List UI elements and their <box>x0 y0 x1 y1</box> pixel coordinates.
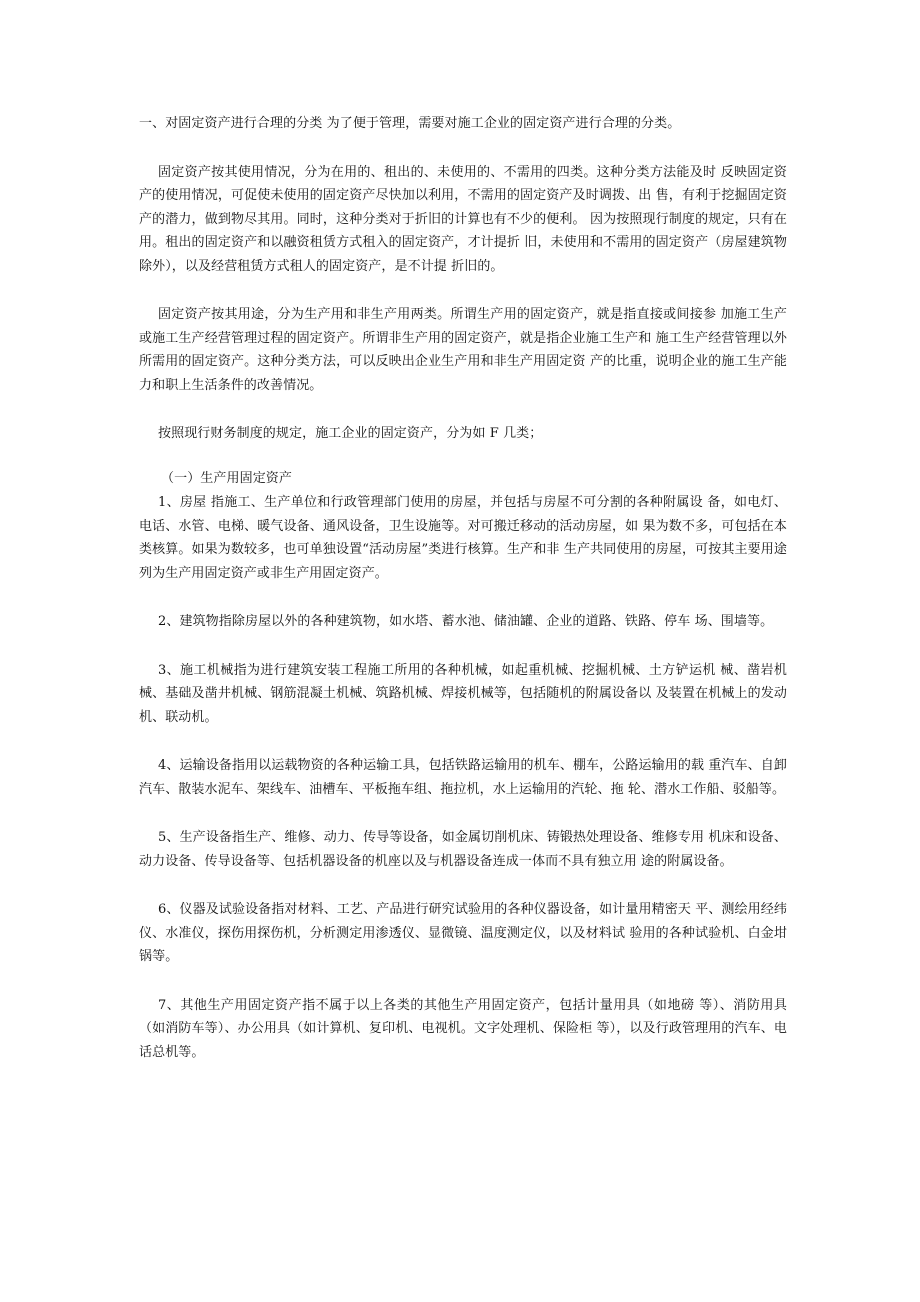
list-item-production-equipment: 5、生产设备指生产、维修、动力、传导等设备，如金属切削机床、铸锻热处理设备、维修专用 机床和设备、动力设备、传导设备等、包括机器设备的机座以及与机器设备连成一体而不具有独立用 途的附属设备。 <box>139 830 787 869</box>
list-item-construction-machinery: 3、施工机械指为进行建筑安装工程施工所用的各种机械，如起重机械、挖掘机械、土方铲运机 械、凿岩机械、基础及凿井机械、钢筋混凝土机械、筑路机械、焊接机械等，包括随机的附属设备以 及装置在机械上的发动机、联动机。 <box>139 662 787 725</box>
paragraph-usage-classification: 固定资产按其使用情况，分为在用的、租出的、未使用的、不需用的四类。这种分类方法能及时 反映固定资产的使用情况，可促使未使用的固定资产尽快加以利用，不需用的固定资产及时调拨、出 售，有利于挖掘固定资产的潜力，做到物尽其用。同时，这种分类对于折旧的计算也有不少的便利。 因为按照现行制度的规定，只有在用。租出的固定资产和以融资租赁方式租入的固定资产，才计提折 旧，未使用和不需用的固定资产（房屋建筑物除外），以及经营租赁方式租人的固定资产，是不计提 折旧的。 <box>139 164 787 274</box>
list-item-structures: 2、建筑物指除房屋以外的各种建筑物，如水塔、蓄水池、储油罐、企业的道路、铁路、停车 场、围墙等。 <box>158 614 774 629</box>
paragraph-regulation-intro: 按照现行财务制度的规定，施工企业的固定资产，分为如 F 几类； <box>158 426 543 441</box>
document-page <box>139 112 787 1064</box>
list-item-other-assets: 7、其他生产用固定资产指不属于以上各类的其他生产用固定资产，包括计量用具（如地磅 等）、消防用具（如消防车等）、办公用具（如计算机、复印机、电视机。文字处理机、保险柜 等），以及行政管理用的汽车、电话总机等。 <box>139 997 787 1060</box>
list-item-houses: 1、房屋 指施工、生产单位和行政管理部门使用的房屋，并包括与房屋不可分割的各种附属设 备，如电灯、电话、水管、电梯、暖气设备、通风设备，卫生设施等。对可搬迁移动的活动房屋，如 果为数不多，可包括在本类核算。如果为数较多，也可单独设置“活动房屋”类进行核算。生产和非 生产共同使用的房屋，可按其主要用途列为生产用固定资产或非生产用固定资产。 <box>139 495 787 581</box>
list-item-instruments: 6、仪器及试验设备指对材料、工艺、产品进行研究试验用的各种仪器设备，如计量用精密天 平、测绘用经纬仪、水准仪，探伤用探伤机，分析测定用渗透仪、显微镜、温度测定仪，以及材料试 验用的各种试验机、白金坩锅等。 <box>139 902 787 964</box>
list-item-transport-equipment: 4、运输设备指用以运载物资的各种运输工具，包括铁路运输用的机车、棚车，公路运输用的载 重汽车、自卸汽车、散装水泥车、架线车、油槽车、平板拖车组、拖拉机，水上运输用的汽轮、拖 轮、潜水工作船、驳船等。 <box>139 758 787 797</box>
section-title: （一）生产用固定资产 <box>161 470 293 486</box>
heading-paragraph: 一、对固定资产进行合理的分类 为了便于管理，需要对施工企业的固定资产进行合理的分类。 <box>139 116 681 131</box>
paragraph-purpose-classification: 固定资产按其用途，分为生产用和非生产用两类。所谓生产用的固定资产，就是指直接或间接参 加施工生产或施工生产经营管理过程的固定资产。所谓非生产用的固定资产，就是指企业施工生产和 施工生产经营管理以外所需用的固定资产。这种分类方法，可以反映出企业生产用和非生产用固定资 产的比重，说明企业的施工生产能力和职上生活条件的改善情况。 <box>139 307 787 393</box>
